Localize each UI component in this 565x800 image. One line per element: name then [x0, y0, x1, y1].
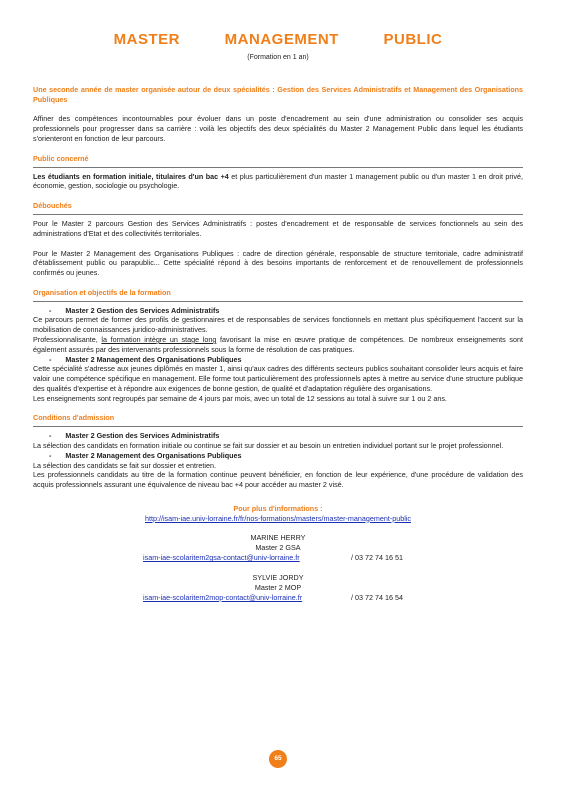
person-role: Master 2 GSA [255, 543, 301, 553]
conditions-sub1-title: - Master 2 Gestion des Services Administratifs [49, 431, 220, 441]
section-heading-conditions: Conditions d'admission [33, 413, 523, 427]
contact-person-mop [33, 573, 523, 603]
section-heading-public: Public concerné [33, 154, 523, 168]
conditions-sub2-p1: La sélection des candidats se fait sur dossier et entretien. [33, 460, 216, 470]
debouches-p1: Pour le Master 2 parcours Gestion des Services Administratifs : postes d'encadrement et de responsable de services fonctionnels au sein des administrations d'Etat et des collectivités territoriales. [33, 218, 523, 238]
debouches-p2: Pour le Master 2 Management des Organisations Publiques : cadre de direction générale, responsable de structure territoriale, cadre administratif d'établissement public ou parapublic... Cette spécialité répond à des besoins importants de renforcement et de renouvellement de professionnels confirmés ou jeunes. [33, 248, 523, 278]
contact-person-gsa [33, 533, 523, 563]
person-email-link[interactable]: isam-iae-scolaritem2gsa-contact@univ-lorraine.fr [143, 553, 300, 563]
intro-highlight: Une seconde année de master organisée autour de deux spécialités : Gestion des Services Administratifs et Management des Organisations Publiques [33, 84, 523, 104]
section-heading-debouches: Débouchés [33, 201, 523, 215]
organisation-sub2-title: - Master 2 Management des Organisations Publiques [49, 354, 242, 364]
page-subtitle: (Formation en 1 an) [247, 54, 309, 62]
stage-underline: la formation intègre un stage long [101, 334, 217, 344]
intro-text: Affiner des compétences incontournables pour évoluer dans un poste d'encadrement au sein d'une administration ou consolider ses acquis professionnels pour progresser dans sa carrière : voilà les objectifs des deux spécialités du Master 2 Management Public dans lequel les étudiants s'orienteront en fonction de leur parcours. [33, 114, 523, 144]
conditions-sub2-p2: Les professionnels candidats au titre de la formation continue peuvent bénéficier, en fonction de leur expérience, d'une procédure de validation des acquis professionnels assurant une équivalence de niveau bac +4 pour accéder au master 2 visé. [33, 470, 523, 490]
public-text [33, 172, 523, 192]
conditions-sub2-title: - Master 2 Management des Organisations Publiques [49, 450, 242, 460]
organisation-sub2-p2: Les enseignements sont regroupés par semaine de 4 jours par mois, avec un total de 12 sessions au total à suivre sur 1 ou 2 ans. [33, 393, 447, 403]
person-phone: / 03 72 74 16 54 [351, 592, 403, 602]
formation-link[interactable]: http://isam-iae.univ-lorraine.fr/fr/nos-formations/masters/master-management-public [144, 513, 412, 523]
page-title: MASTER MANAGEMENT PUBLIC [113, 31, 443, 48]
person-role: Master 2 MOP [254, 582, 302, 592]
contact-label: Pour plus d'informations : [233, 503, 323, 513]
contact-block [33, 504, 523, 524]
organisation-sub1-p2: Professionnalisante, la formation intègre un stage long favorisant la mise en œuvre pratique de compétences. De nombreux enseignements sont également assurés par des intervenants professionnels sous la forme de résolution de cas pratiques. [33, 334, 523, 354]
page-number-badge: 65 [269, 750, 287, 768]
person-email-link[interactable]: isam-iae-scolaritem2mop-contact@univ-lorraine.fr [143, 592, 303, 602]
document-page [33, 30, 523, 603]
section-heading-organisation: Organisation et objectifs de la formation [33, 288, 523, 302]
public-bold: Les étudiants en formation initiale, titulaires d'un bac +4 [33, 171, 229, 181]
person-name: MARINE HERRY [250, 533, 306, 543]
organisation-sub1-title: - Master 2 Gestion des Services Administratifs [49, 305, 220, 315]
public-rest: et plus particulièrement d'un master 1 management public ou d'un master 1 en droit privé, économie, gestion, sociologie ou psychologie. [33, 171, 523, 191]
organisation-sub2-p1: Cette spécialité s'adresse aux jeunes diplômés en master 1, ainsi qu'aux cadres des différents secteurs publics souhaitant consolider leurs acquis et faire valoir une compétence spécifique en management. Elle forme tout particulièrement des professionnels aptes à mettre au service d'une structure publique des qualités d'expertise et à répondre aux exigences de bonne gestion, de qualité et d'adaptation régulière des organisations. [33, 364, 523, 393]
person-phone: / 03 72 74 16 51 [351, 553, 403, 563]
conditions-sub1-p1: La sélection des candidats en formation initiale ou continue se fait sur dossier et au besoin un entretien individuel portant sur le projet professionnel. [33, 441, 504, 450]
organisation-sub1-p1: Ce parcours permet de former des profils de gestionnaires et de responsables de services fonctionnels en mettant plus spécifiquement l'accent sur la mobilisation de connaissances juridico-administratives. [33, 315, 523, 335]
person-name: SYLVIE JORDY [252, 573, 304, 583]
